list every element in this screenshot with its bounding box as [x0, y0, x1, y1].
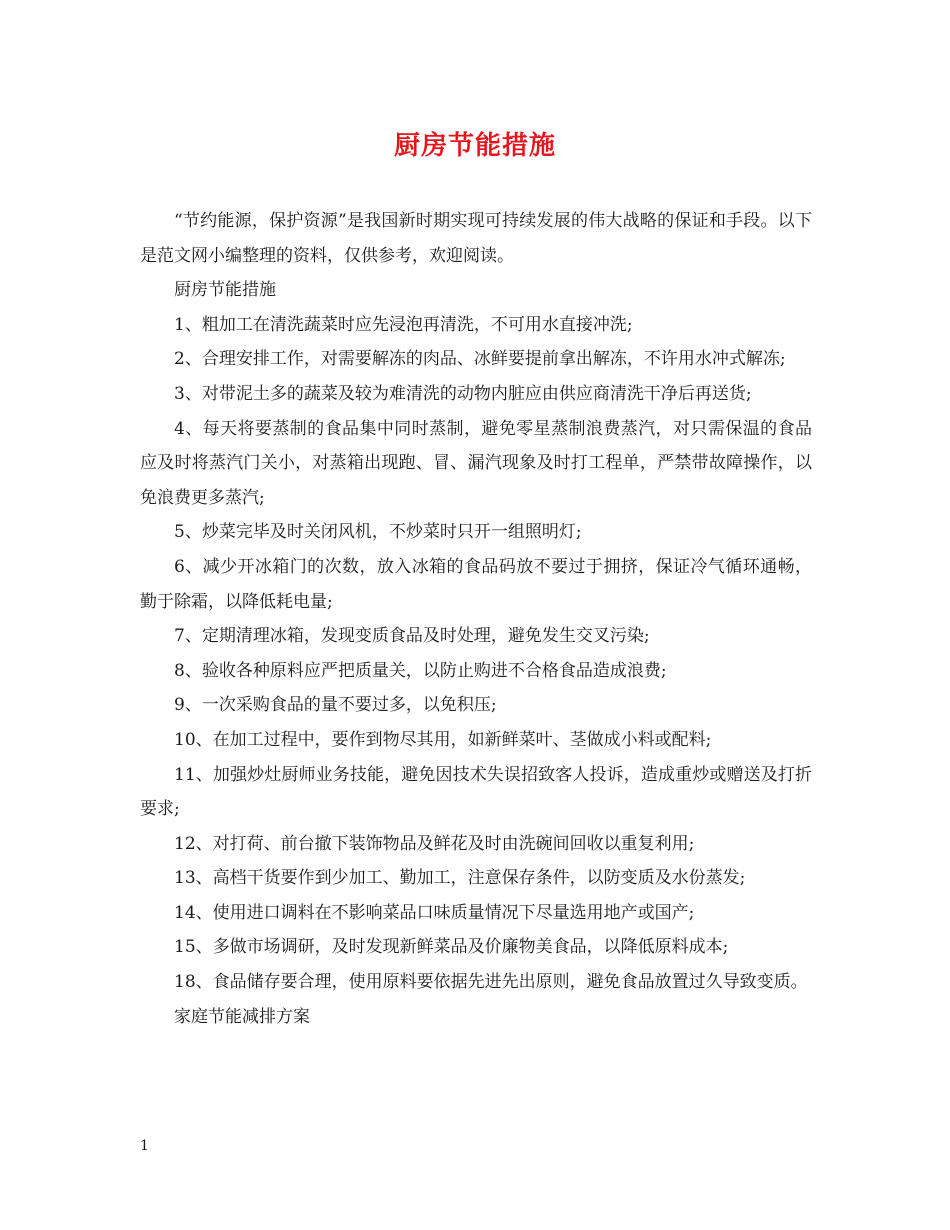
- list-item: 7、定期清理冰箱，发现变质食品及时处理，避免发生交叉污染;: [174, 626, 650, 647]
- list-item: 15、多做市场调研，及时发现新鲜菜品及价廉物美食品，以降低原料成本;: [174, 937, 729, 958]
- list-item: 10、在加工过程中，要作到物尽其用，如新鲜菜叶、茎做成小料或配料;: [174, 729, 712, 750]
- list-item: 14、使用进口调料在不影响菜品口味质量情况下尽量选用地产或国产;: [174, 902, 695, 923]
- list-item: 18、食品储存要合理，使用原料要依据先进先出原则，避免食品放置过久导致变质。: [174, 972, 808, 993]
- list-item: 9、一次采购食品的量不要过多，以免积压;: [174, 695, 497, 716]
- list-item: 6、减少开冰箱门的次数，放入冰箱的食品码放不要过于拥挤，保证冷气循环通畅，勤于除霜，以降低耗电量;: [140, 556, 812, 612]
- list-item: 11、加强炒灶厨师业务技能，避免因技术失误招致客人投诉，造成重炒或赠送及打折要求;: [140, 764, 812, 820]
- document-title: 厨房节能措施: [393, 131, 556, 161]
- closing-heading: 家庭节能减排方案: [174, 1006, 310, 1027]
- list-item: 3、对带泥土多的蔬菜及较为难清洗的动物内脏应由供应商清洗干净后再送货;: [174, 383, 752, 404]
- section-heading: 厨房节能措施: [174, 280, 276, 301]
- document-body: [140, 204, 812, 1034]
- list-item: 4、每天将要蒸制的食品集中同时蒸制，避免零星蒸制浪费蒸汽，对只需保温的食品应及时将蒸汽门关小，对蒸箱出现跑、冒、漏汽现象及时打工程单，严禁带故障操作，以免浪费更多蒸汽;: [140, 418, 812, 508]
- list-item: 1、粗加工在清洗蔬菜时应先浸泡再清洗，不可用水直接冲洗;: [174, 314, 633, 335]
- intro-paragraph: “节约能源，保护资源”是我国新时期实现可持续发展的伟大战略的保证和手段。以下是范文网小编整理的资料，仅供参考，欢迎阅读。: [140, 211, 812, 266]
- page-number: 1: [140, 1138, 149, 1154]
- list-item: 13、高档干货要作到少加工、勤加工，注意保存条件，以防变质及水份蒸发;: [174, 868, 746, 889]
- list-item: 8、验收各种原料应严把质量关，以防止购进不合格食品造成浪费;: [174, 660, 667, 681]
- list-item: 12、对打荷、前台撤下装饰物品及鲜花及时由洗碗间回收以重复利用;: [174, 833, 695, 854]
- list-item: 2、合理安排工作，对需要解冻的肉品、冰鲜要提前拿出解冻，不许用水冲式解冻;: [174, 349, 786, 370]
- list-item: 5、炒菜完毕及时关闭风机，不炒菜时只开一组照明灯;: [174, 522, 582, 543]
